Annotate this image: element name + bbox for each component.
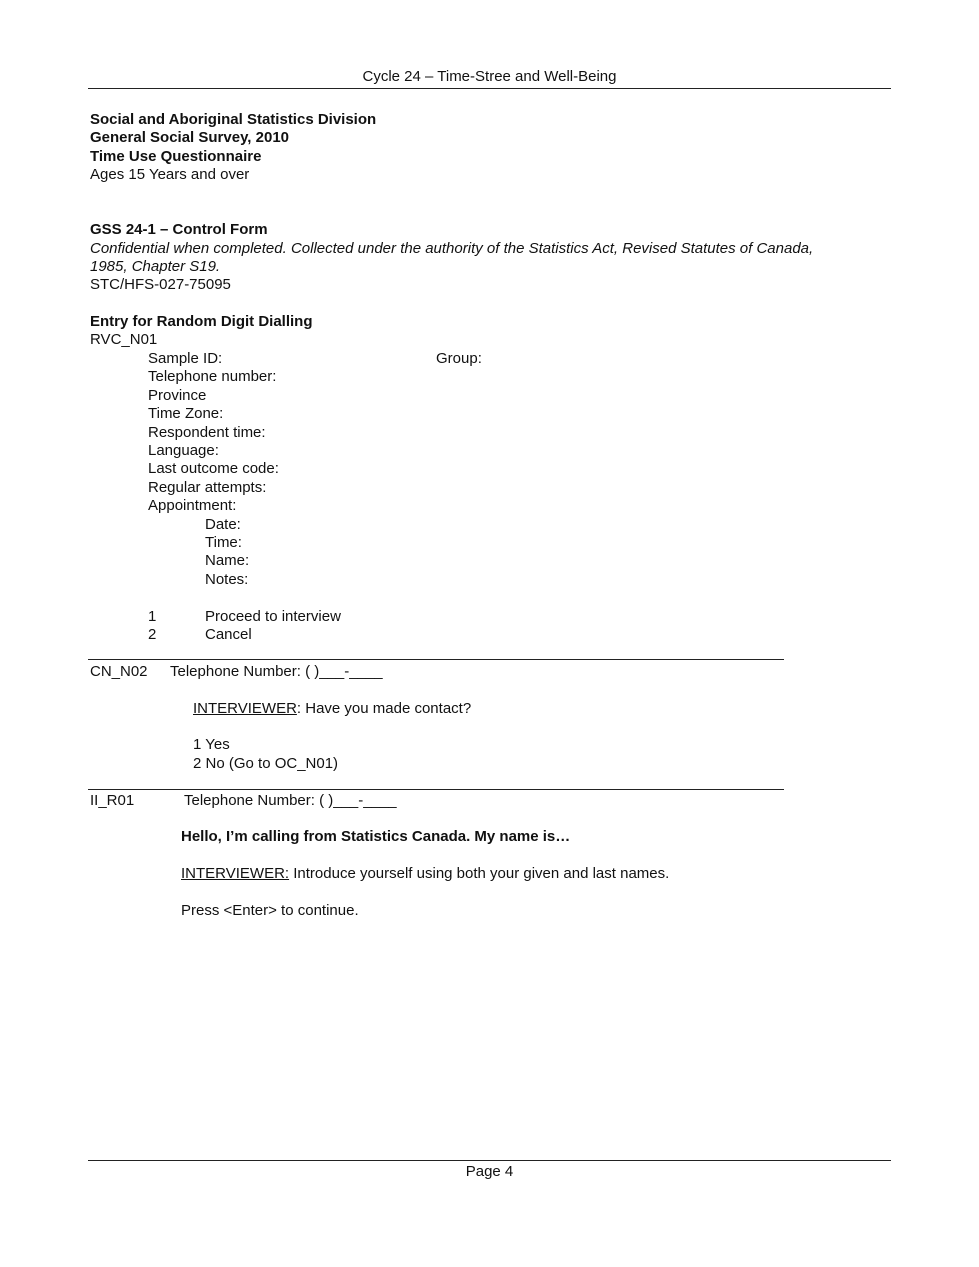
- form-code: STC/HFS-027-75095: [90, 276, 231, 293]
- cn-n02-telephone: Telephone Number: ( )___-____: [170, 663, 383, 680]
- group-label: Group:: [436, 350, 482, 367]
- header-divider: [88, 88, 891, 89]
- page-number: Page 4: [465, 1163, 514, 1180]
- cn-n02-question: [193, 700, 471, 718]
- telephone-number-label: Telephone number:: [148, 368, 277, 385]
- respondent-time-label: Respondent time:: [148, 424, 266, 441]
- questionnaire-name: Time Use Questionnaire: [90, 148, 262, 165]
- option-number-cancel: 2: [148, 626, 157, 643]
- province-label: Province: [148, 387, 207, 404]
- appointment-time-label: Time:: [205, 534, 242, 551]
- contact-question-text: : Have you made contact?: [296, 700, 472, 717]
- confidential-notice-line2: 1985, Chapter S19.: [90, 258, 221, 275]
- rdd-code: RVC_N01: [90, 331, 158, 348]
- survey-name: General Social Survey, 2010: [90, 129, 290, 146]
- ages-text: Ages 15 Years and over: [90, 166, 250, 183]
- press-enter-text: Press <Enter> to continue.: [181, 902, 359, 919]
- introduce-instruction-text: Introduce yourself using both your given and last names.: [289, 865, 670, 882]
- option-cancel[interactable]: Cancel: [205, 626, 252, 643]
- appointment-name-label: Name:: [205, 552, 250, 569]
- division-name: Social and Aboriginal Statistics Division: [90, 111, 377, 128]
- ii-r01-code: II_R01: [90, 792, 135, 809]
- answer-no[interactable]: 2 No (Go to OC_N01): [193, 755, 339, 772]
- confidential-notice-line1: Confidential when completed. Collected under the authority of the Statistics Act, Revised Statutes of Canada,: [90, 240, 814, 257]
- option-proceed-to-interview[interactable]: Proceed to interview: [205, 608, 341, 625]
- regular-attempts-label: Regular attempts:: [148, 479, 267, 496]
- last-outcome-code-label: Last outcome code:: [148, 460, 279, 477]
- answer-yes[interactable]: 1 Yes: [193, 736, 230, 753]
- greeting-script: Hello, I’m calling from Statistics Canada. My name is…: [181, 828, 571, 845]
- interviewer-label: INTERVIEWER:: [181, 865, 290, 882]
- section-divider-1: [88, 659, 784, 660]
- option-number-proceed: 1: [148, 608, 157, 625]
- appointment-notes-label: Notes:: [205, 571, 249, 588]
- language-label: Language:: [148, 442, 219, 459]
- page-header-title: Cycle 24 – Time-Stree and Well-Being: [362, 68, 617, 85]
- footer-divider: [88, 1160, 891, 1161]
- control-form-title: GSS 24-1 – Control Form: [90, 221, 268, 238]
- interviewer-label: INTERVIEWER: [193, 700, 297, 717]
- cn-n02-code: CN_N02: [90, 663, 148, 680]
- ii-r01-telephone: Telephone Number: ( )___-____: [184, 792, 397, 809]
- sample-id-label: Sample ID:: [148, 350, 223, 367]
- appointment-label: Appointment:: [148, 497, 237, 514]
- time-zone-label: Time Zone:: [148, 405, 224, 422]
- ii-r01-instruction: [181, 865, 669, 883]
- rdd-section-title: Entry for Random Digit Dialling: [90, 313, 313, 330]
- appointment-date-label: Date:: [205, 516, 241, 533]
- section-divider-2: [88, 789, 784, 790]
